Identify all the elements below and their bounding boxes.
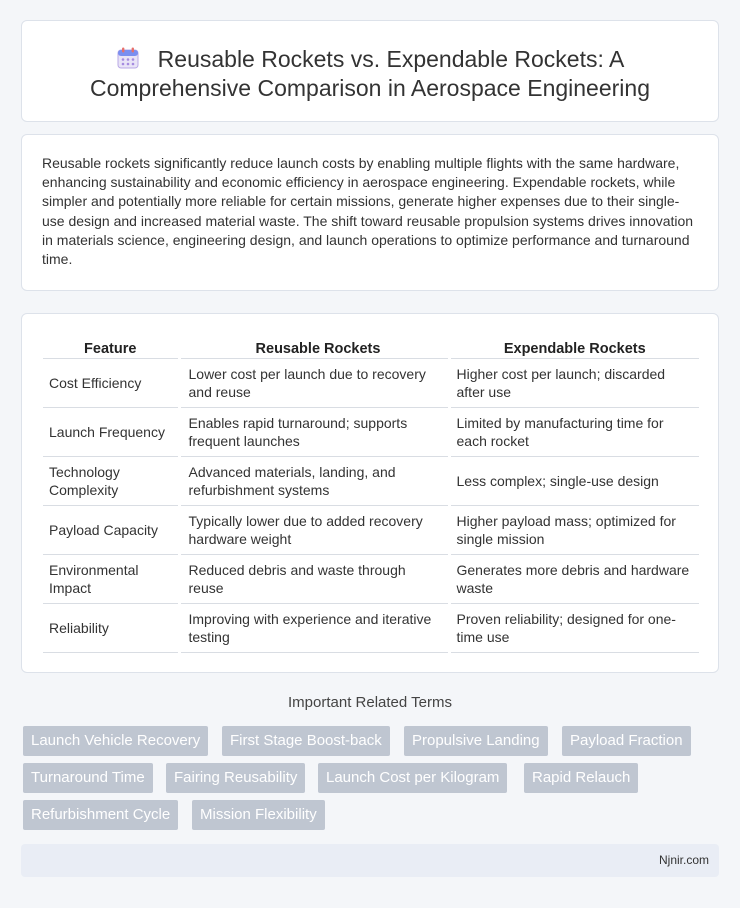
calendar-icon	[116, 46, 140, 70]
expendable-cell: Higher cost per launch; discarded after use	[449, 358, 699, 407]
expendable-cell: Proven reliability; designed for one-time use	[449, 603, 699, 652]
expendable-cell: Generates more debris and hardware waste	[449, 554, 699, 603]
feature-cell: Cost Efficiency	[43, 358, 179, 407]
table-row	[43, 505, 699, 554]
header-expendable: Expendable Rockets	[449, 336, 699, 358]
footer-site-link[interactable]: Njnir.com	[658, 853, 709, 867]
table-row	[43, 554, 699, 603]
reusable-cell: Improving with experience and iterative testing	[179, 603, 449, 652]
reusable-cell: Lower cost per launch due to recovery and reuse	[179, 358, 449, 407]
header-feature: Feature	[43, 336, 179, 358]
intro-paragraph: Reusable rockets significantly reduce launch costs by enabling multiple flights with the same hardware, enhancing sustainability and economic efficiency in aerospace engineering. Expendable rockets, while simpler and potentially more reliable for certain missions, generate higher expenses due to their single-use design and increased material waste. The shift toward reusable propulsion systems drives innovation in materials science, engineering design, and launch operations to optimize performance and turnaround time.	[42, 155, 694, 268]
reusable-cell: Reduced debris and waste through reuse	[179, 554, 449, 603]
related-term-tag[interactable]: Payload Fraction	[562, 726, 691, 756]
expendable-cell: Higher payload mass; optimized for single mission	[449, 505, 699, 554]
related-term-tag[interactable]: Propulsive Landing	[404, 726, 548, 756]
related-term-tag[interactable]: Fairing Reusability	[166, 763, 305, 793]
header-reusable: Reusable Rockets	[179, 336, 449, 358]
feature-cell: Technology Complexity	[43, 456, 179, 505]
reusable-cell: Typically lower due to added recovery hardware weight	[179, 505, 449, 554]
title-card	[21, 20, 719, 122]
feature-cell: Environmental Impact	[43, 554, 179, 603]
feature-cell: Launch Frequency	[43, 407, 179, 456]
related-term-tag[interactable]: First Stage Boost-back	[222, 726, 390, 756]
expendable-cell: Less complex; single-use design	[449, 456, 699, 505]
feature-cell: Reliability	[43, 603, 179, 652]
reusable-cell: Advanced materials, landing, and refurbishment systems	[179, 456, 449, 505]
table-row	[43, 407, 699, 456]
comparison-table-card	[21, 313, 719, 673]
table-row	[43, 603, 699, 652]
table-row	[43, 456, 699, 505]
title-line-1: Reusable Rockets vs. Expendable Rockets: A	[157, 46, 625, 72]
related-term-tag[interactable]: Refurbishment Cycle	[23, 800, 178, 830]
footer	[21, 844, 719, 877]
expendable-cell: Limited by manufacturing time for each rocket	[449, 407, 699, 456]
comparison-table	[43, 336, 699, 653]
related-terms-heading: Important Related Terms	[288, 694, 452, 711]
title-line-2: Comprehensive Comparison in Aerospace Engineering	[90, 75, 650, 101]
table-header-row	[43, 336, 699, 358]
related-term-tag[interactable]: Rapid Relauch	[524, 763, 638, 793]
reusable-cell: Enables rapid turnaround; supports frequent launches	[179, 407, 449, 456]
intro-card	[21, 134, 719, 291]
table-row	[43, 358, 699, 407]
feature-cell: Payload Capacity	[43, 505, 179, 554]
page-title	[22, 45, 718, 103]
related-term-tag[interactable]: Mission Flexibility	[192, 800, 325, 830]
related-term-tag[interactable]: Launch Vehicle Recovery	[23, 726, 208, 756]
related-term-tag[interactable]: Launch Cost per Kilogram	[318, 763, 507, 793]
related-term-tag[interactable]: Turnaround Time	[23, 763, 153, 793]
